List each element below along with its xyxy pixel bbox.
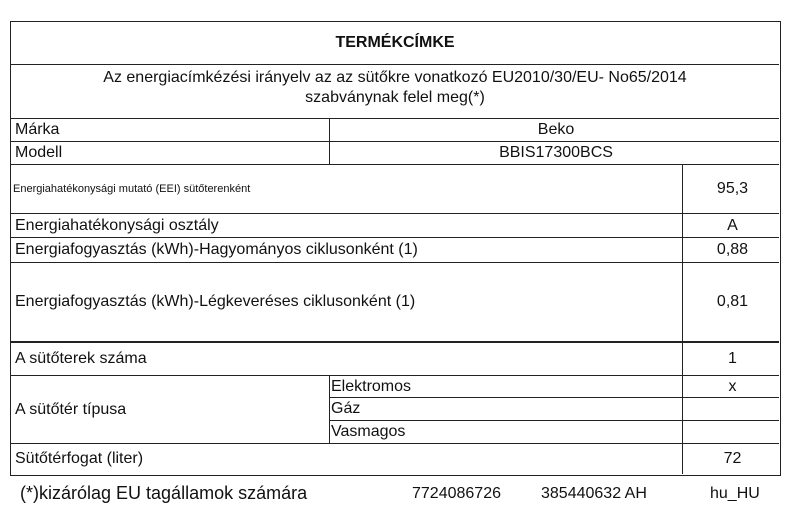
- cavity-option-electric: Elektromos: [331, 378, 412, 395]
- cavity-type-label: A sütőtér típusa: [15, 401, 127, 418]
- cavities-value: 1: [728, 350, 737, 367]
- column-divider-cavity-type: [329, 375, 330, 443]
- column-divider-values: [682, 164, 683, 474]
- footer-locale: hu_HU: [710, 485, 760, 502]
- conventional-consumption-value: 0,88: [716, 241, 749, 258]
- eei-label: Energiahatékonysági mutató (EEI) sütőterenként: [13, 183, 251, 195]
- cavities-label: A sütőterek száma: [15, 350, 147, 367]
- model-label: Modell: [15, 144, 63, 161]
- footer-note: (*)kizárólag EU tagállamok számára: [20, 483, 308, 503]
- regulation-text-line1: Az energiacímkézési irányelv az az sütőkre vonatkozó EU2010/30/EU- No65/2014: [103, 69, 687, 86]
- volume-value: 72: [723, 450, 742, 467]
- cavity-option-electric-value: x: [728, 378, 737, 395]
- footer-code-2: 385440632 AH: [541, 485, 647, 502]
- product-label: [10, 21, 781, 476]
- cavity-option-gas-value: [686, 398, 779, 419]
- conventional-consumption-label: Energiafogyasztás (kWh)-Hagyományos ciklusonként (1): [15, 241, 418, 258]
- cavity-option-iron-value: [686, 421, 779, 442]
- brand-value: Beko: [537, 121, 575, 138]
- label-title: TERMÉKCÍMKE: [335, 34, 455, 51]
- fan-consumption-label: Energiafogyasztás (kWh)-Légkeveréses ciklusonként (1): [15, 293, 416, 310]
- column-divider-brand-model: [329, 118, 330, 164]
- fan-consumption-value: 0,81: [716, 293, 749, 310]
- energy-class-label: Energiahatékonysági osztály: [15, 217, 219, 234]
- eei-value: 95,3: [716, 180, 749, 197]
- footer-code-1: 7724086726: [412, 485, 501, 502]
- model-value: BBIS17300BCS: [499, 144, 613, 161]
- volume-label: Sütőtérfogat (liter): [15, 450, 144, 467]
- cavity-option-iron: Vasmagos: [331, 423, 406, 440]
- regulation-text-line2: szabványnak felel meg(*): [305, 89, 485, 106]
- cavity-option-gas: Gáz: [331, 400, 361, 417]
- energy-class-value: A: [727, 217, 738, 234]
- brand-label: Márka: [15, 121, 60, 138]
